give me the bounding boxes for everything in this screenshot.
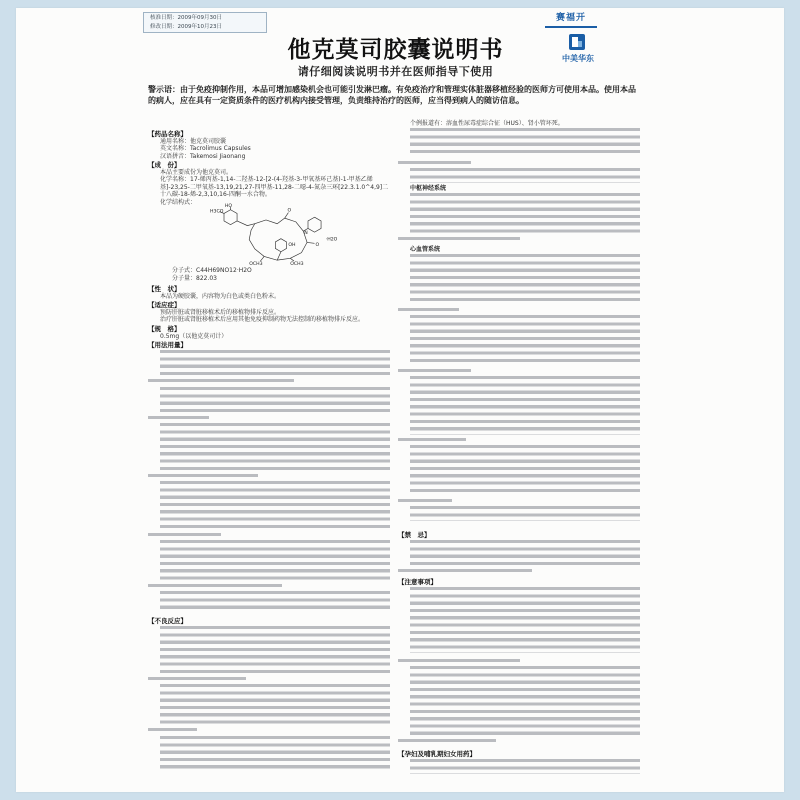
revision-date: 修改日期：2009年10月23日 xyxy=(150,24,222,30)
methoxy-bond xyxy=(260,256,264,261)
appearance-text: 本品为硬胶囊，内容物为白色或类白色粉末。 xyxy=(160,293,281,300)
illegible-text xyxy=(398,161,471,168)
ring-fusion-bond xyxy=(277,252,281,260)
illegible-text xyxy=(148,728,197,735)
section-heading-name: 【药品名称】 xyxy=(148,130,187,138)
illegible-text xyxy=(398,739,496,742)
document-subtitle: 请仔细阅读说明书并在医师指导下使用 xyxy=(297,65,494,78)
illegible-text xyxy=(160,481,390,532)
structure-atom-label: O xyxy=(315,243,320,249)
subheading-cardiovascular: 心血管系统 xyxy=(410,246,441,253)
illegible-text xyxy=(410,315,640,366)
illegible-text xyxy=(148,379,294,386)
chemical-name: 化学名称：17-烯丙基-1,14-二羟基-12-[2-(4-羟基-3-甲氧基环己基)-1-甲基乙烯基]-23,25-二甲氧基-13,19,21,27-四甲基-11,28-二噁-4-氮杂三环[22.3.1.0^4,9]二十八碳-18-烯-2,3,10,16-四酮一水合物。 xyxy=(160,176,389,198)
section-heading-precautions: 【注意事项】 xyxy=(398,578,437,586)
structure-labels xyxy=(210,203,338,266)
structure-atom-label: OCH3 xyxy=(249,261,263,266)
illegible-text xyxy=(410,540,640,569)
structure-atom-label: O xyxy=(287,208,292,214)
illegible-text xyxy=(410,168,640,183)
section-heading-indications: 【适应症】 xyxy=(148,301,181,309)
illegible-text xyxy=(410,759,640,774)
vinyl-linker xyxy=(237,221,255,226)
document-title: 他克莫司胶囊说明书 xyxy=(287,37,504,63)
approval-info-box xyxy=(143,12,267,33)
indication-item: 治疗肝脏或肾脏移植术后应用其他免疫抑制药物无法控制的移植物排斥反应。 xyxy=(160,316,365,324)
english-name: 英文名称：Tacrolimus Capsules xyxy=(160,145,251,153)
carbonyl-bond xyxy=(307,242,314,243)
warning-paragraph: 警示语：由于免疫抑制作用，本品可增加感染机会也可能引发淋巴瘤。有免疫治疗和管理实体脏器移植经验的医师方可使用本品。使用本品的病人，应在具有一定资质条件的医疗机构内接受管理，负责维持治疗的医师，应当得到病人的随访信息。 xyxy=(148,85,636,105)
illegible-text xyxy=(410,445,640,496)
illegible-text xyxy=(398,569,532,572)
macrocycle-ring xyxy=(249,218,307,260)
methoxy-bond xyxy=(290,258,294,261)
illegible-text xyxy=(160,423,390,474)
section-heading-appearance: 【性 状】 xyxy=(148,285,181,293)
pyran-ring xyxy=(275,239,286,252)
structure-atom-label: N xyxy=(304,231,308,236)
section-heading-pregnancy: 【孕妇及哺乳期妇女用药】 xyxy=(398,750,476,758)
illegible-text xyxy=(160,591,390,613)
indication-item: 预防肝脏或肾脏移植术后的移植物排斥反应。 xyxy=(160,309,281,316)
case-report-text: 个例报道有：溶血性尿毒症综合征（HUS）、肾小管坏死。 xyxy=(410,120,564,127)
company-logo-text: 中美华东 xyxy=(562,54,594,63)
pinyin-name: 汉语拼音：Takemosi Jiaonang xyxy=(160,152,246,160)
piperidine-ring xyxy=(308,217,321,232)
illegible-text xyxy=(398,369,471,376)
illegible-text xyxy=(410,376,640,434)
cyclohexyl-ring xyxy=(224,210,237,225)
illegible-text xyxy=(148,677,246,684)
approval-date: 核准日期：2009年09月30日 xyxy=(150,15,222,21)
illegible-text xyxy=(398,237,520,244)
strength-text: 0.5mg（以他克莫司计） xyxy=(160,333,228,340)
section-heading-contraindications: 【禁 忌】 xyxy=(398,531,431,539)
molecular-weight: 分子量：822.03 xyxy=(172,274,217,282)
section-heading-ingredients: 【成 份】 xyxy=(148,161,181,169)
generic-name: 通用名称：他克莫司胶囊 xyxy=(160,138,227,145)
illegible-text xyxy=(160,626,390,677)
illegible-text xyxy=(410,587,640,653)
illegible-text xyxy=(398,438,466,445)
illegible-text xyxy=(148,584,282,591)
illegible-text xyxy=(160,540,390,584)
section-heading-strength: 【规 格】 xyxy=(148,325,181,333)
structure-atom-label: HO xyxy=(224,203,233,209)
illegible-text xyxy=(398,659,520,666)
illegible-text xyxy=(410,128,640,157)
structure-atom-label: H3CO xyxy=(210,209,224,215)
structure-atom-label: ·H2O xyxy=(325,237,338,243)
subheading-cns: 中枢神经系统 xyxy=(410,185,447,192)
illegible-text xyxy=(410,506,640,521)
illegible-text xyxy=(160,387,390,416)
illegible-text xyxy=(160,684,390,728)
illegible-text xyxy=(148,416,209,423)
brand-name-tab: 赛福开 xyxy=(545,12,597,28)
illegible-text xyxy=(410,254,640,305)
left-column xyxy=(148,118,392,778)
illegible-text xyxy=(398,308,459,315)
section-heading-adverse-reactions: 【不良反应】 xyxy=(148,617,187,625)
structure-atom-label: OH xyxy=(288,243,296,249)
structure-label: 化学结构式： xyxy=(160,199,197,206)
illegible-text xyxy=(148,474,258,481)
molecular-formula: 分子式：C44H69NO12·H2O xyxy=(172,267,252,274)
illegible-text xyxy=(160,736,390,773)
illegible-text xyxy=(148,533,221,540)
right-column xyxy=(398,118,642,778)
illegible-text xyxy=(410,193,640,237)
structure-atom-label: OCH3 xyxy=(290,261,304,266)
illegible-text xyxy=(398,499,452,506)
section-heading-dosage: 【用法用量】 xyxy=(148,341,187,349)
main-ingredient: 本品主要成份为他克莫司。 xyxy=(160,169,233,176)
illegible-text xyxy=(410,666,640,739)
illegible-text xyxy=(160,350,390,379)
chemical-structure-diagram xyxy=(210,202,350,266)
